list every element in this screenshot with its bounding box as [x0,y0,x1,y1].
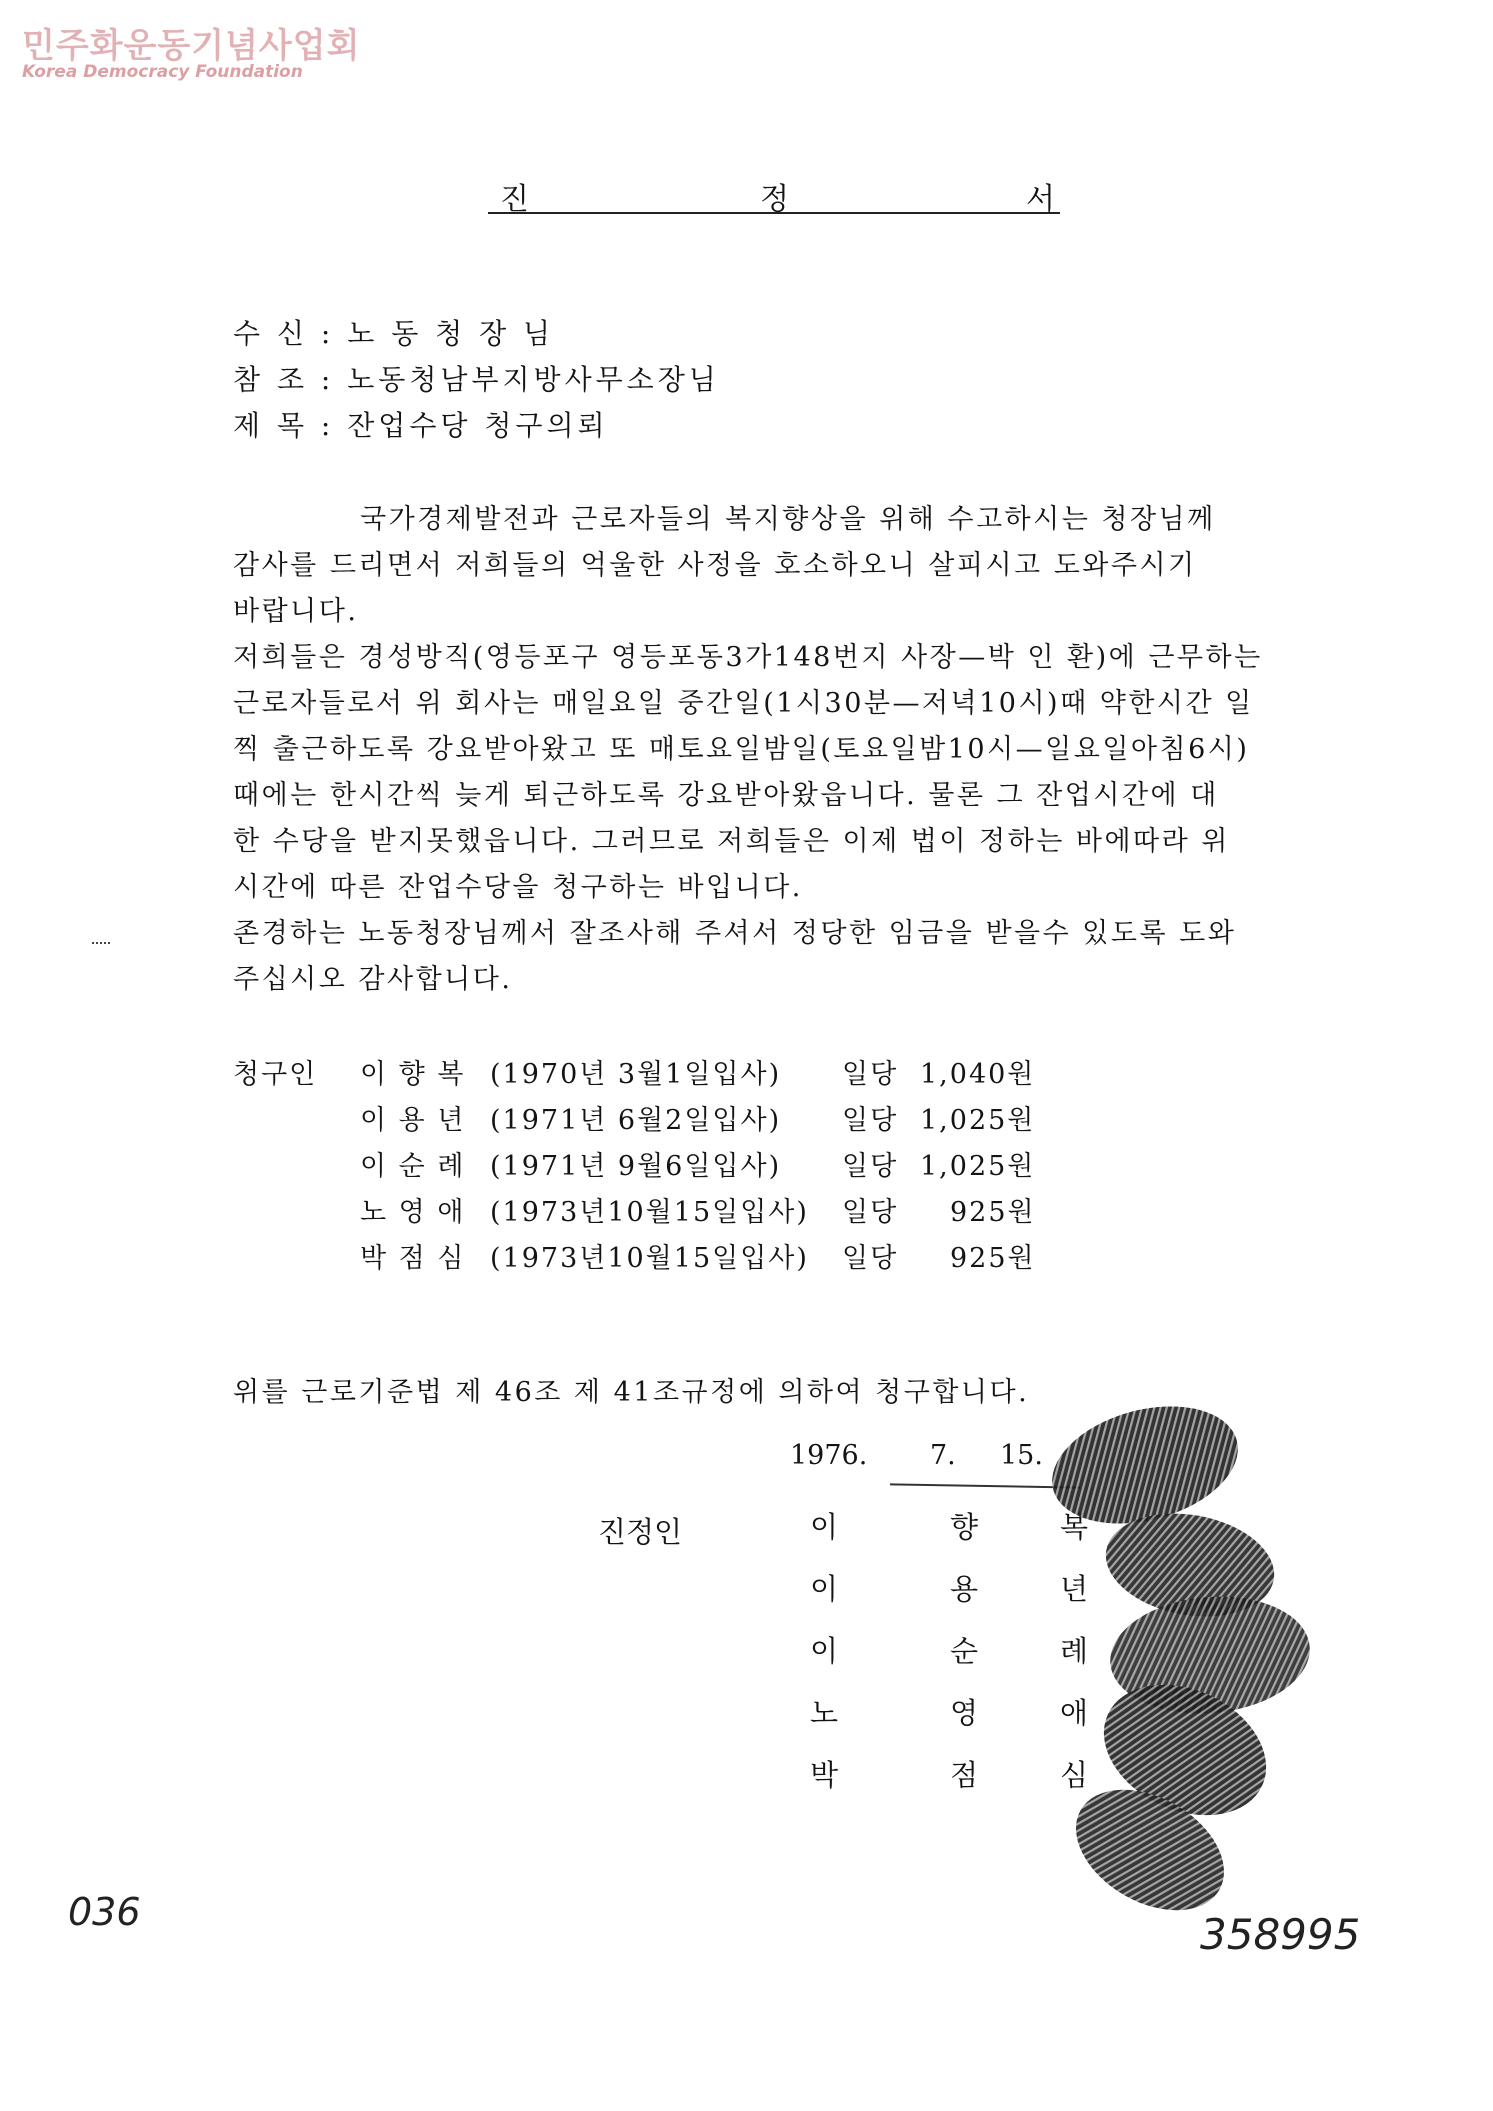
body-line: 근로자들로서 위 회사는 매일요일 중간일(1시30분—저녁10시)때 약한시간 일 [233,688,1254,719]
body-line: 바랍니다. [233,596,359,627]
petitioner-char: 년 [1060,1572,1089,1606]
recipient-row [233,312,554,352]
petitioner-char: 애 [1060,1696,1089,1730]
margin-mark [92,942,110,944]
claimant-wage-label: 일당 [842,1059,899,1090]
body-line: 저희들은 경성방직(영등포구 영등포동3가148번지 사장—박 인 환)에 근무하는 [233,642,1263,673]
thumbprint-impressions [1040,1405,1330,1925]
recipient-label: 수 신 : [233,317,335,350]
petitioner-char: 박 [810,1758,839,1792]
subject-value: 잔업수당 청구의뢰 [347,409,609,442]
petitioners-label: 진정인 [598,1515,683,1549]
recipient-value: 노 동 청 장 님 [347,317,555,350]
claimant-wage-label: 일당 [842,1243,899,1274]
body-line: 감사를 드리면서 저희들의 억울한 사정을 호소하오니 살피시고 도와주시기 [233,550,1197,581]
watermark-korean: 민주화운동기념사업회 [22,26,361,66]
claimant-name: 노 영 애 [360,1197,466,1228]
claimant-name: 이 용 년 [360,1105,466,1136]
claimant-hired: (1970년 3월1일입사) [490,1059,782,1090]
claimant-wage: 925원 [950,1243,1036,1274]
document-title [488,168,1060,217]
claimant-hired: (1971년 6월2일입사) [490,1105,782,1136]
claimant-hired: (1973년10월15일입사) [490,1243,809,1274]
body-line: 찍 출근하도록 강요받아왔고 또 매토요일밤일(토요일밤10시—일요일아침6시) [233,734,1250,765]
claimant-name: 이 순 례 [360,1151,466,1182]
handwritten-page-number: 036 [68,1890,141,1934]
body-line: 존경하는 노동청장님께서 잘조사해 주셔서 정당한 임금을 받을수 있도록 도와 [233,918,1237,949]
claimant-wage: 1,025원 [920,1105,1036,1136]
petitioner-char: 순 [950,1634,979,1668]
reference-row [233,358,720,398]
petitioner-char: 례 [1060,1634,1089,1668]
date-day: 15. [1000,1440,1043,1471]
title-char-3: 서 [1026,182,1055,217]
claimant-hired: (1971년 9월6일입사) [490,1151,782,1182]
claimants-label: 청구인 [233,1059,318,1090]
claimant-wage: 1,040원 [920,1059,1036,1090]
claimant-name: 이 향 복 [360,1059,466,1090]
title-char-1: 진 [500,182,529,217]
claimant-wage-label: 일당 [842,1197,899,1228]
title-char-2: 정 [760,182,789,217]
petitioner-char: 노 [810,1696,839,1730]
petitioner-char: 용 [950,1572,979,1606]
reference-label: 참 조 : [233,363,335,396]
subject-row [233,404,609,444]
body-line: 시간에 따른 잔업수당을 청구하는 바입니다. [233,872,803,903]
petitioner-char: 영 [950,1696,979,1730]
body-line: 때에는 한시간씩 늦게 퇴근하도록 강요받아왔읍니다. 물론 그 잔업시간에 대 [233,780,1219,811]
petitioner-char: 복 [1060,1510,1089,1544]
date-month: 7. [930,1440,956,1471]
body-line: 국가경제발전과 근로자들의 복지향상을 위해 수고하시는 청장님께 [360,504,1216,535]
date-year: 1976. [790,1440,868,1471]
claimant-wage-label: 일당 [842,1105,899,1136]
subject-label: 제 목 : [233,409,335,442]
petitioner-char: 점 [950,1758,979,1792]
handwritten-reference-number: 358995 [1200,1910,1361,1959]
body-line: 한 수당을 받지못했읍니다. 그러므로 저희들은 이제 법이 정하는 바에따라 위 [233,826,1230,857]
watermark-english: Korea Democracy Foundation [22,62,303,82]
claimant-wage: 1,025원 [920,1151,1036,1182]
petitioner-char: 향 [950,1510,979,1544]
petitioner-char: 이 [810,1510,839,1544]
claimant-name: 박 점 심 [360,1243,466,1274]
closing-statement: 위를 근로기준법 제 46조 제 41조규정에 의하여 청구합니다. [233,1377,1030,1408]
reference-value: 노동청남부지방사무소장님 [347,363,720,396]
claimant-hired: (1973년10월15일입사) [490,1197,809,1228]
petitioner-char: 이 [810,1572,839,1606]
petitioner-char: 심 [1060,1758,1089,1792]
body-line: 주십시오 감사합니다. [233,964,513,995]
claimant-wage-label: 일당 [842,1151,899,1182]
petitioner-char: 이 [810,1634,839,1668]
claimant-wage: 925원 [950,1197,1036,1228]
claimants-table [360,1052,1080,1292]
